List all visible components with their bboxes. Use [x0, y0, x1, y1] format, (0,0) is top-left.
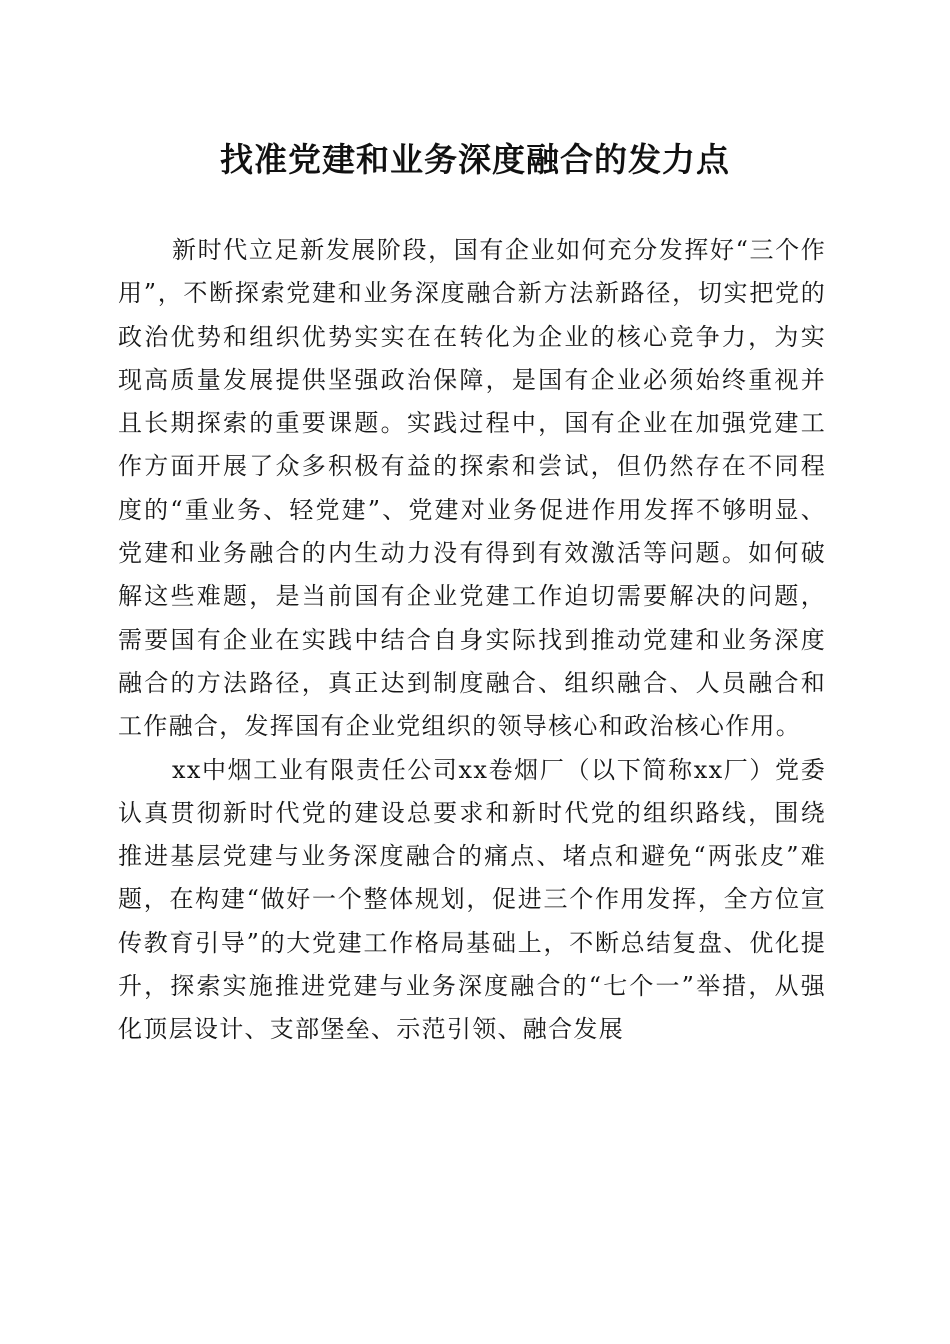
- paragraph-intro: 新时代立足新发展阶段，国有企业如何充分发挥好“三个作用”，不断探索党建和业务深度融合新方法新路径，切实把党的政治优势和组织优势实实在在转化为企业的核心竞争力，为实现高质量发展提供坚强政治保障，是国有企业必须始终重视并且长期探索的重要课题。实践过程中，国有企业在加强党建工作方面开展了众多积极有益的探索和尝试，但仍然存在不同程度的“重业务、轻党建”、党建对业务促进作用发挥不够明显、党建和业务融合的内生动力没有得到有效激活等问题。如何破解这些难题，是当前国有企业党建工作迫切需要解决的问题，需要国有企业在实践中结合自身实际找到推动党建和业务深度融合的方法路径，真正达到制度融合、组织融合、人员融合和工作融合，发挥国有企业党组织的领导核心和政治核心作用。: [118, 236, 826, 741]
- paragraph-factory-practice: xx中烟工业有限责任公司xx卷烟厂（以下简称xx厂）党委认真贯彻新时代党的建设总要求和新时代党的组织路线，围绕推进基层党建与业务深度融合的痛点、堵点和避免“两张皮”难题，在构建“做好一个整体规划，促进三个作用发挥，全方位宣传教育引导”的大党建工作格局基础上，不断总结复盘、优化提升，探索实施推进党建与业务深度融合的“七个一”举措，从强化顶层设计、支部堡垒、示范引领、融合发展: [118, 755, 826, 1044]
- document-title: 找准党建和业务深度融合的发力点: [220, 140, 730, 179]
- document-body: [118, 229, 826, 1052]
